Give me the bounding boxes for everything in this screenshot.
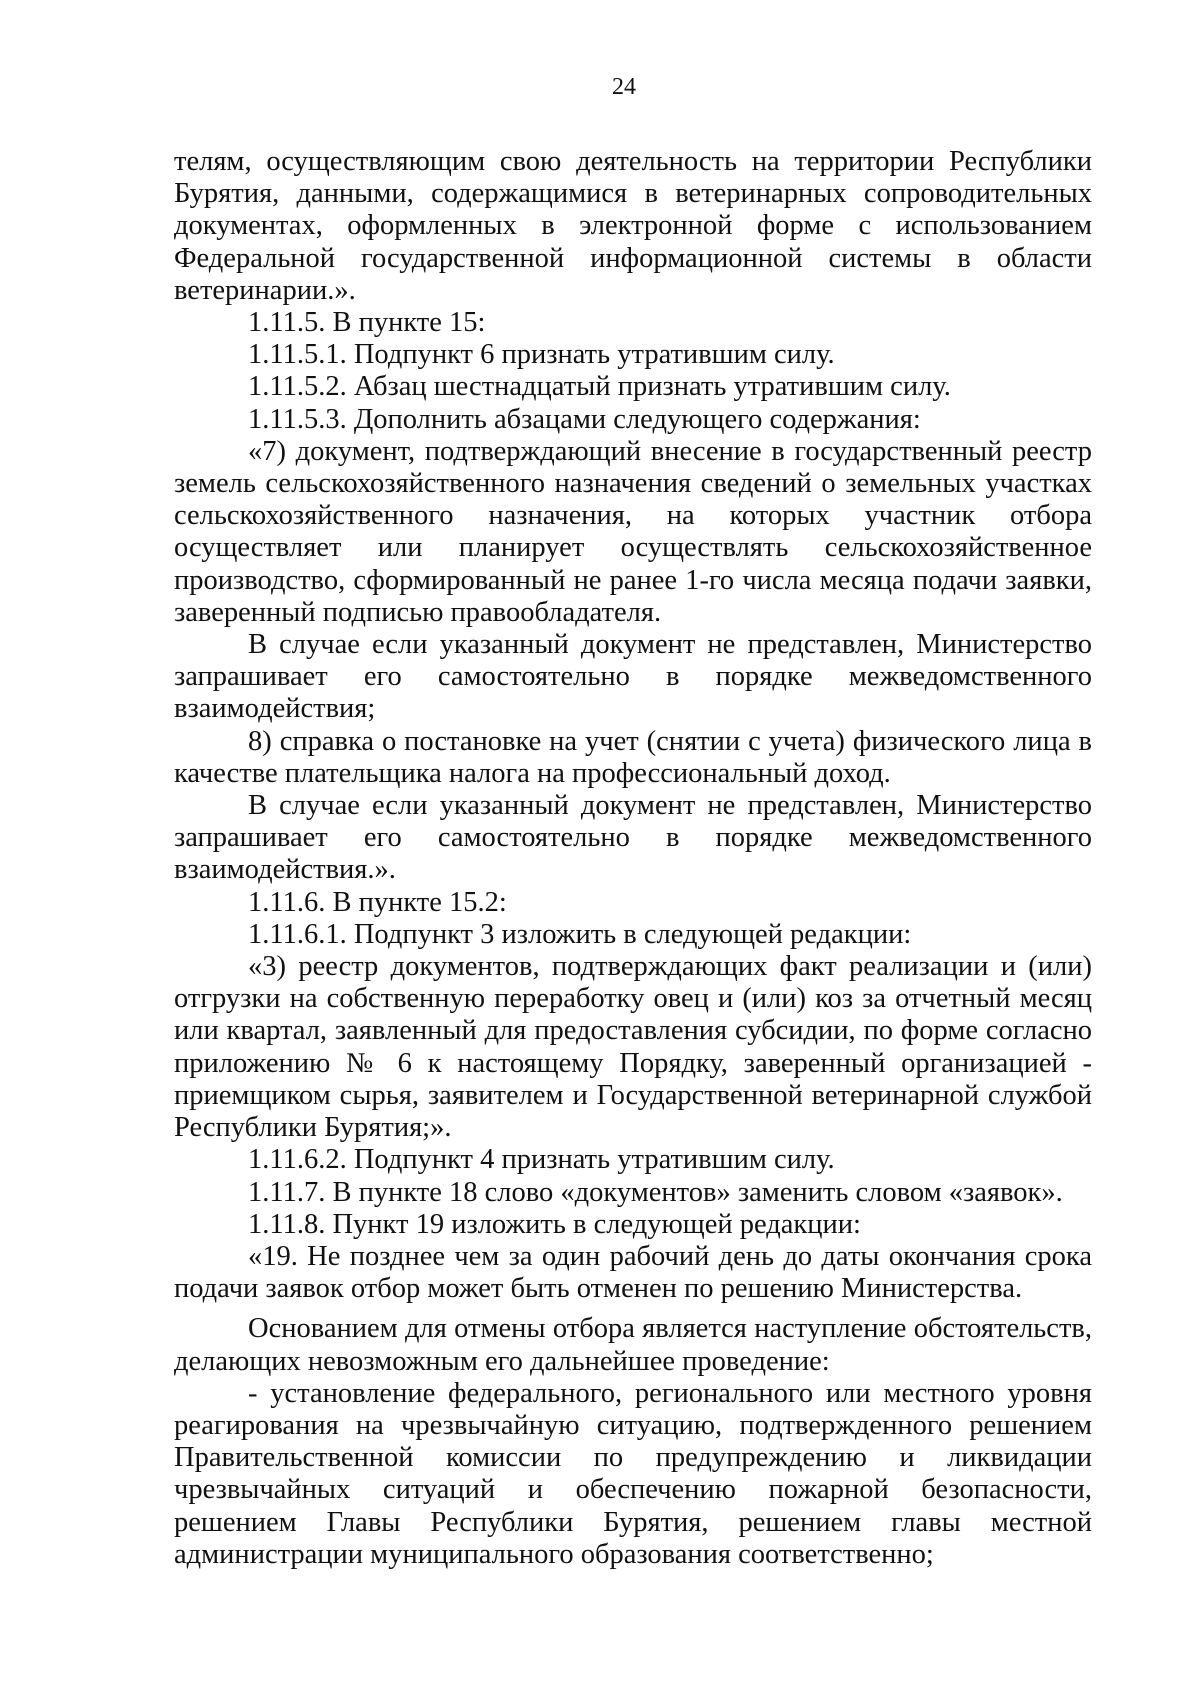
paragraph: «3) реестр документов, подтверждающих факт реализации и (или) отгрузки на собственную переработку овец и (или) коз за отчетный месяц или квартал, заявленный для предоставления субсидии, по форме согласно приложению № 6 к настоящему Порядку, заверенный организацией - приемщиком сырья, заявителем и Государственной ветеринарной службой Республики Бурятия;». bbox=[174, 951, 1092, 1144]
paragraph: В случае если указанный документ не представлен, Министерство запрашивает его самостоятельно в порядке межведомственного взаимодействия; bbox=[174, 629, 1092, 725]
paragraph: «19. Не позднее чем за один рабочий день до даты окончания срока подачи заявок отбор может быть отменен по решению Министерства. bbox=[174, 1240, 1092, 1305]
paragraph: Основанием для отмены отбора является наступление обстоятельств, делающих невозможным его дальнейшее проведение: bbox=[174, 1313, 1092, 1377]
paragraph: 1.11.6.2. Подпункт 4 признать утратившим силу. bbox=[248, 1144, 835, 1176]
paragraph: 1.11.5.3. Дополнить абзацами следующего содержания: bbox=[248, 403, 921, 435]
paragraph: 1.11.5.2. Абзац шестнадцатый признать утратившим силу. bbox=[248, 371, 951, 403]
paragraph: - установление федерального, регионального или местного уровня реагирования на чрезвычайную ситуацию, подтвержденного решением Правительственной комиссии по предупреждению и ликвидации чрезвычайных ситуаций и обеспечению пожарной безопасности, решением Главы Республики Бурятия, решением главы местной администрации муниципального образования соответственно; bbox=[174, 1377, 1092, 1570]
paragraph: 1.11.8. Пункт 19 изложить в следующей редакции: bbox=[248, 1208, 861, 1240]
paragraph: 1.11.6.1. Подпункт 3 изложить в следующей редакции: bbox=[248, 918, 912, 950]
paragraph: 8) справка о постановке на учет (снятии с учета) физического лица в качестве плательщика налога на профессиональный доход. bbox=[174, 725, 1092, 789]
paragraph: телям, осуществляющим свою деятельность на территории Республики Бурятия, данными, содержащимися в ветеринарных сопроводительных документах, оформленных в электронной форме с использованием Федеральной государственной информационной системы в области ветеринарии.». bbox=[174, 146, 1092, 306]
document-body bbox=[174, 146, 1092, 1571]
page-number: 24 bbox=[612, 74, 636, 100]
paragraph: В случае если указанный документ не представлен, Министерство запрашивает его самостоятельно в порядке межведомственного взаимодействия.». bbox=[174, 790, 1092, 886]
paragraph: 1.11.6. В пункте 15.2: bbox=[248, 886, 507, 918]
paragraph: 1.11.5. В пункте 15: bbox=[248, 307, 486, 339]
paragraph: 1.11.5.1. Подпункт 6 признать утратившим силу. bbox=[248, 339, 835, 371]
paragraph: 1.11.7. В пункте 18 слово «документов» заменить словом «заявок». bbox=[248, 1176, 1063, 1208]
paragraph: «7) документ, подтверждающий внесение в государственный реестр земель сельскохозяйственного назначения сведений о земельных участках сельскохозяйственного назначения, на которых участник отбора осуществляет или планирует осуществлять сельскохозяйственное производство, сформированный не ранее 1-го числа месяца подачи заявки, заверенный подписью правообладателя. bbox=[174, 435, 1092, 628]
